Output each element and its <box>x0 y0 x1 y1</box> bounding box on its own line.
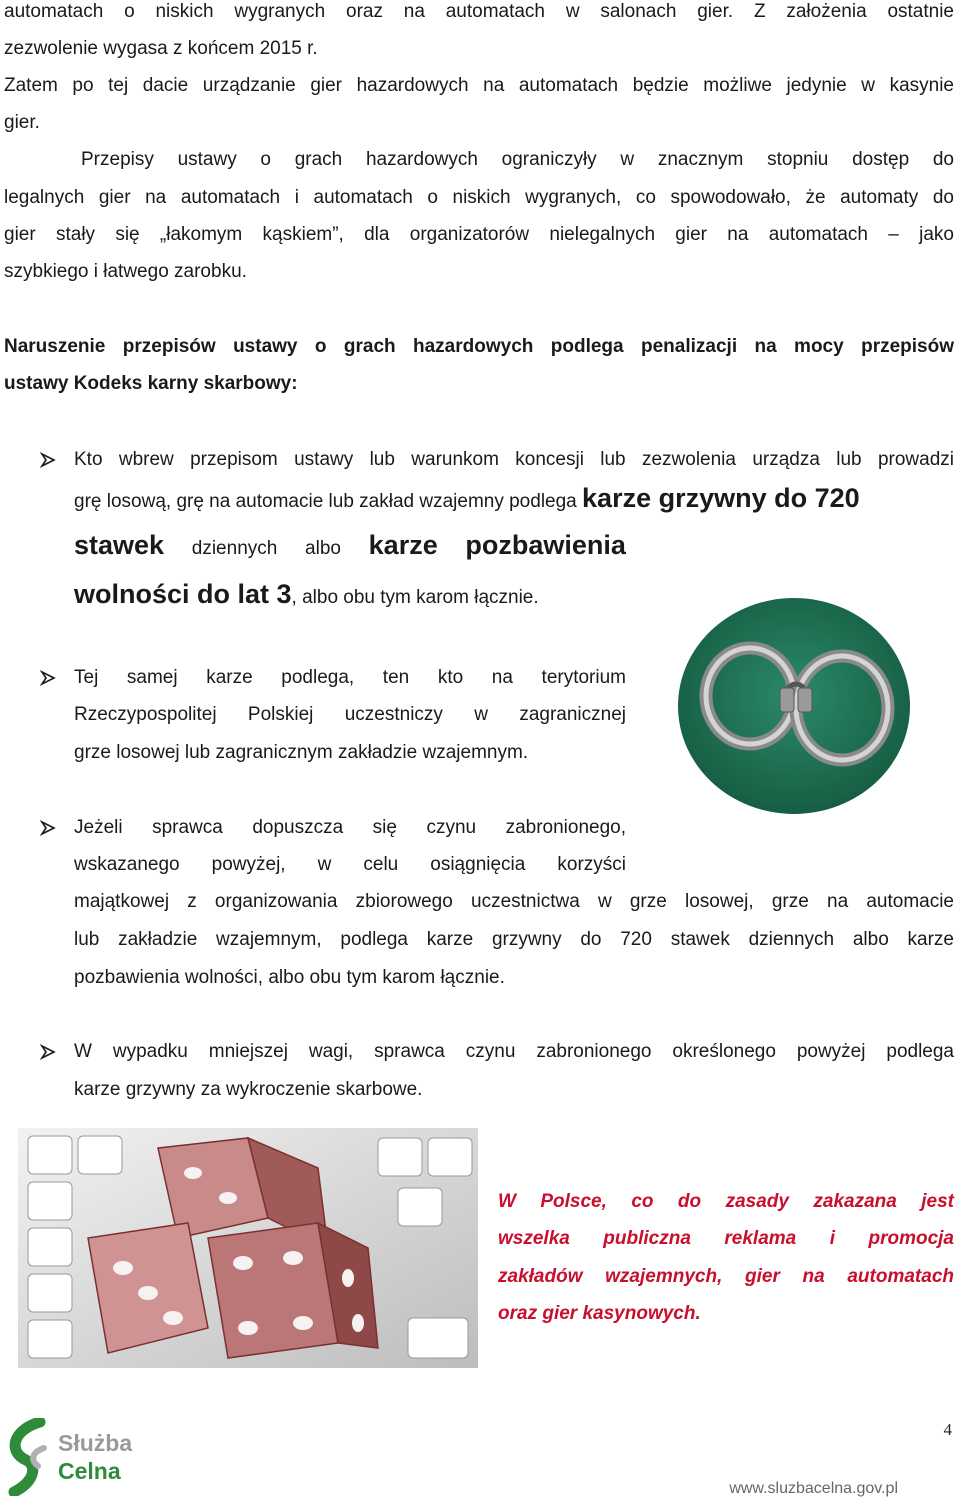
bullet-line: majątkowej z organizowania zbiorowego uczestnictwa w grze losowej, grze na automacie <box>74 891 954 912</box>
bullet-text: grę losową, grę na automacie lub zakład wzajemny podlega <box>74 491 583 512</box>
penalty-emphasis: karze grzywny do 720 <box>582 483 860 513</box>
bullet-text: dziennych <box>191 538 278 559</box>
handcuffs-image <box>676 596 912 816</box>
bullet-line: Kto wbrew przepisom ustawy lub warunkom koncesji lub zezwolenia urządza lub prowadzi <box>74 449 954 470</box>
intro-line: Zatem po tej dacie urządzanie gier hazardowych na automatach będzie możliwe jedynie w kasynie <box>4 75 954 96</box>
para2-line: szybkiego i łatwego zarobku. <box>4 261 247 282</box>
intro-line: zezwolenie wygasa z końcem 2015 r. <box>4 38 318 59</box>
sluzba-celna-logo <box>4 1418 154 1498</box>
logo-mark-icon <box>4 1418 54 1496</box>
bullet-line <box>74 483 860 514</box>
intro-line: automatach o niskich wygranych oraz na automatach w salonach gier. Z założenia ostatnie <box>4 1 954 22</box>
para2-line: legalnych gier na automatach i automatach o niskich wygranych, co spowodowało, że automaty do <box>4 187 954 208</box>
arrowhead-bullet-icon <box>40 670 56 686</box>
bullet-line: pozbawienia wolności, albo obu tym karom łącznie. <box>74 967 505 988</box>
bullet-line: W wypadku mniejszej wagi, sprawca czynu zabronionego określonego powyżej podlega <box>74 1041 954 1062</box>
penalty-emphasis: stawek <box>74 530 165 560</box>
penalty-emphasis: karze <box>368 530 438 560</box>
notice-line: W Polsce, co do zasady zakazana jest <box>498 1191 954 1212</box>
logo-text-line2: Celna <box>58 1458 121 1484</box>
para2-line: gier stały się „łakomym kąskiem”, dla organizatorów nielegalnych gier na automatach – jako <box>4 224 954 245</box>
footer-url[interactable]: www.sluzbacelna.gov.pl <box>729 1480 898 1497</box>
bullet-line: Rzeczypospolitej Polskiej uczestniczy w zagranicznej <box>74 704 626 725</box>
bullet-line: Jeżeli sprawca dopuszcza się czynu zabronionego, <box>74 817 626 838</box>
arrowhead-bullet-icon <box>40 452 56 468</box>
logo-text-line1: Służba <box>58 1430 133 1456</box>
arrowhead-bullet-icon <box>40 1044 56 1060</box>
section-heading: ustawy Kodeks karny skarbowy: <box>4 373 298 394</box>
intro-line: gier. <box>4 112 40 133</box>
bullet-text: albo <box>305 538 341 559</box>
bullet-line: grze losowej lub zagranicznym zakładzie wzajemnym. <box>74 742 529 763</box>
penalty-emphasis: pozbawienia <box>465 530 626 560</box>
section-heading: Naruszenie przepisów ustawy o grach hazardowych podlega penalizacji na mocy przepisów <box>4 336 954 357</box>
notice-line: oraz gier kasynowych. <box>498 1303 701 1324</box>
penalty-emphasis: wolności do lat 3 <box>74 579 292 609</box>
bullet-line: karze grzywny za wykroczenie skarbowe. <box>74 1079 423 1100</box>
arrowhead-bullet-icon <box>40 820 56 836</box>
page-number: 4 <box>943 1420 952 1439</box>
notice-line: zakładów wzajemnych, gier na automatach <box>498 1266 954 1287</box>
bullet-line <box>74 579 539 610</box>
para2-line: Przepisy ustawy o grach hazardowych ograniczyły w znacznym stopniu dostęp do <box>81 149 954 170</box>
notice-line: wszelka publiczna reklama i promocja <box>498 1228 954 1249</box>
bullet-line <box>74 530 626 561</box>
bullet-line: wskazanego powyżej, w celu osiągnięcia korzyści <box>74 854 626 875</box>
bullet-text: , albo obu tym karom łącznie. <box>291 587 539 608</box>
bullet-line: Tej samej karze podlega, ten kto na terytorium <box>74 667 626 688</box>
dice-keyboard-image <box>18 1128 478 1368</box>
bullet-line: lub zakładzie wzajemnym, podlega karze grzywny do 720 stawek dziennych albo karze <box>74 929 954 950</box>
